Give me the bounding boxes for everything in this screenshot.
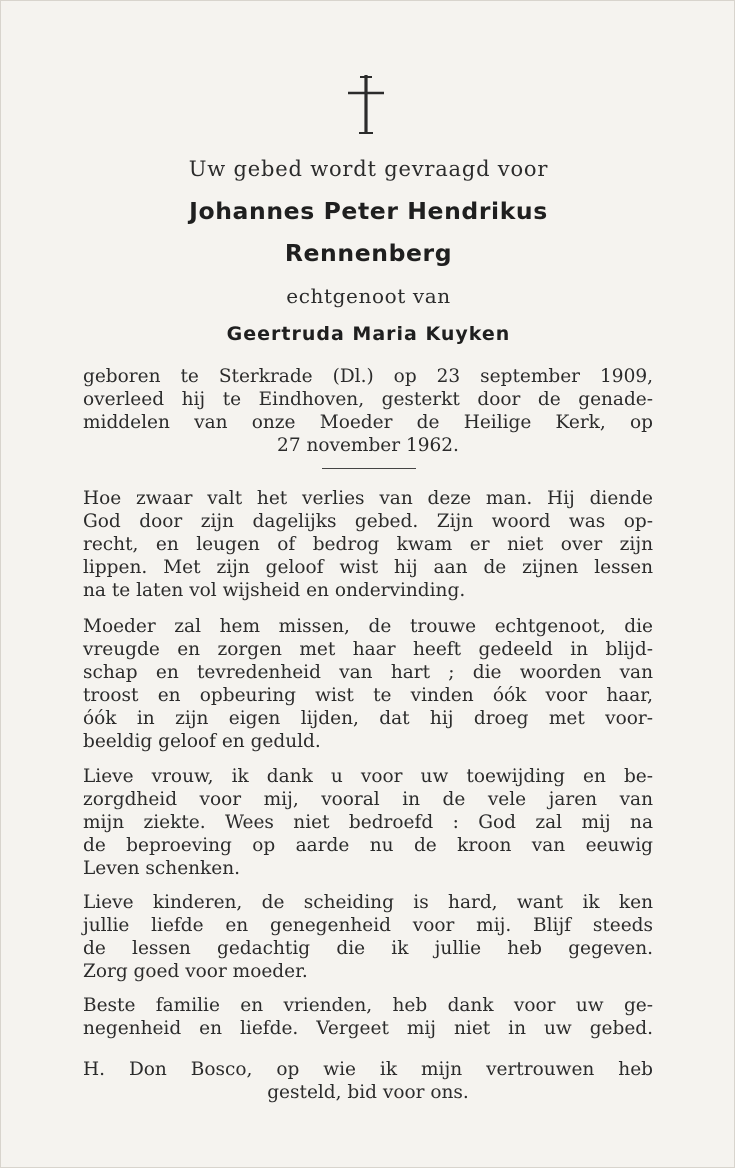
text-line: de lessen gedachtig die ik jullie heb gegeven. (83, 938, 653, 959)
paragraph-family (83, 994, 653, 1040)
text-line: 27 november 1962. (277, 435, 459, 456)
text-line: God door zijn dagelijks gebed. Zijn woord was op- (83, 511, 653, 532)
text-line: troost en opbeuring wist te vinden óók voor haar, (83, 685, 653, 706)
closing-prayer (83, 1058, 653, 1104)
spouse-name: Geertruda Maria Kuyken (226, 323, 511, 345)
text-line: Lieve kinderen, de scheiding is hard, want ik ken (83, 892, 653, 913)
paragraph-mother (83, 615, 653, 753)
paragraph-wife (83, 765, 653, 880)
deceased-name-first: Johannes Peter Hendrikus (189, 197, 548, 225)
text-line: middelen van onze Moeder de Heilige Kerk, op (83, 412, 653, 433)
text-line: Hoe zwaar valt het verlies van deze man. Hij diende (83, 488, 653, 509)
text-line: Zorg goed voor moeder. (83, 961, 308, 982)
paragraph-loss (83, 487, 653, 602)
text-line: vreugde en zorgen met haar heeft gedeeld in blijd- (83, 639, 653, 660)
text-line: de beproeving op aarde nu de kroon van eeuwig (83, 835, 653, 856)
text-line: gesteld, bid voor ons. (267, 1082, 469, 1103)
text-line: óók in zijn eigen lijden, dat hij droeg met voor- (83, 708, 653, 729)
text-line: Leven schenken. (83, 858, 241, 879)
text-line: H. Don Bosco, op wie ik mijn vertrouwen heb (83, 1059, 653, 1080)
text-line: overleed hij te Eindhoven, gesterkt door de genade- (83, 389, 653, 410)
text-line: negenheid en liefde. Vergeet mij niet in uw gebed. (83, 1018, 653, 1039)
text-line: lippen. Met zijn geloof wist hij aan de zijnen lessen (83, 557, 653, 578)
text-line: na te laten vol wijsheid en ondervinding. (83, 580, 466, 601)
deceased-name-last: Rennenberg (284, 239, 453, 267)
cross-icon (345, 71, 387, 137)
divider (322, 468, 416, 469)
text-line: Lieve vrouw, ik dank u voor uw toewijding en be- (83, 766, 653, 787)
text-line: Beste familie en vrienden, heb dank voor uw ge- (83, 995, 653, 1016)
text-line: beeldig geloof en geduld. (83, 731, 321, 752)
text-line: geboren te Sterkrade (Dl.) op 23 september 1909, (83, 366, 653, 387)
paragraph-children (83, 891, 653, 983)
text-line: jullie liefde en genegenheid voor mij. Blijf steeds (83, 915, 653, 936)
spouse-intro: echtgenoot van (286, 284, 451, 308)
prayer-request-line: Uw gebed wordt gevraagd voor (188, 157, 549, 181)
text-line: zorgdheid voor mij, vooral in de vele jaren van (83, 789, 653, 810)
text-line: mijn ziekte. Wees niet bedroefd : God zal mij na (83, 812, 653, 833)
birth-death-paragraph (83, 365, 653, 457)
text-line: Moeder zal hem missen, de trouwe echtgenoot, die (83, 616, 653, 637)
text-line: recht, en leugen of bedrog kwam er niet over zijn (83, 534, 653, 555)
text-line: schap en tevredenheid van hart ; die woorden van (83, 662, 653, 683)
